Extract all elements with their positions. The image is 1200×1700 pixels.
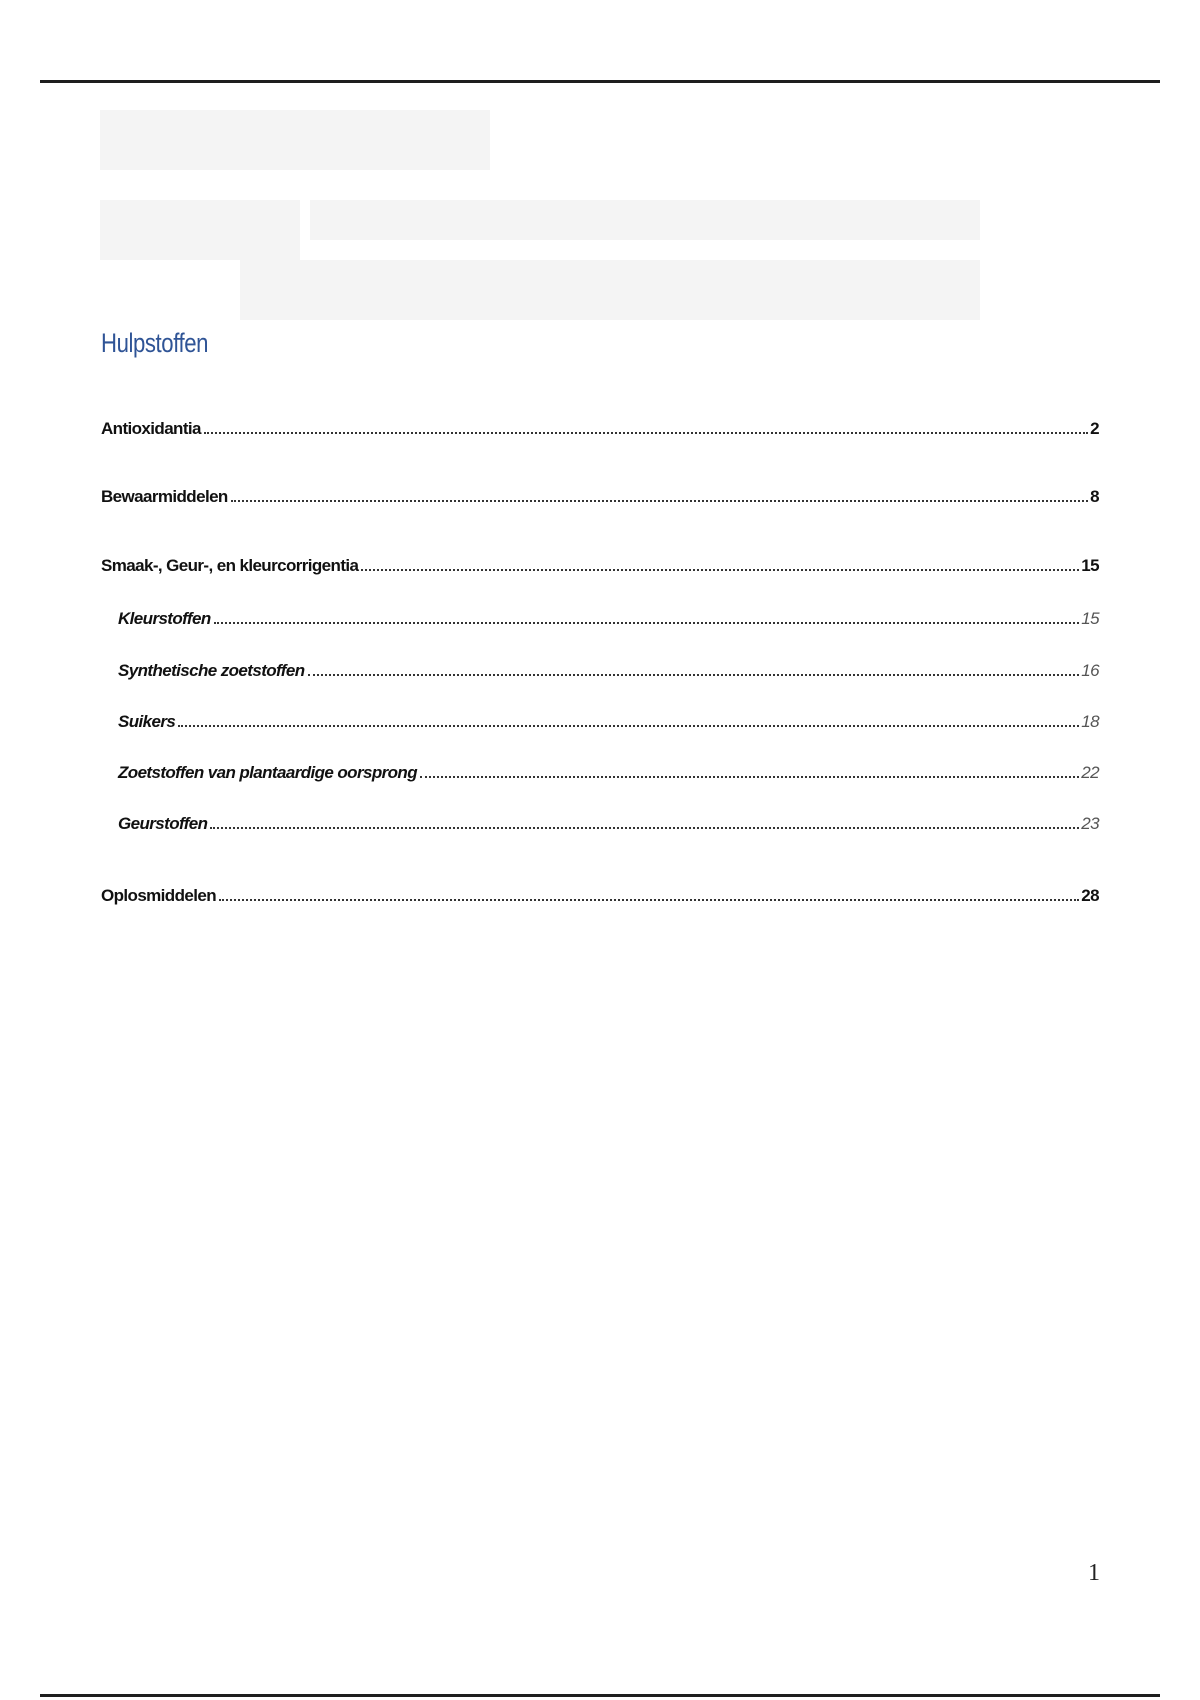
toc-entry-page: 18 bbox=[1081, 712, 1099, 731]
toc-entry-label: Zoetstoffen van plantaardige oorsprong bbox=[118, 763, 417, 782]
toc-entry-geurstoffen[interactable] bbox=[118, 813, 1099, 835]
toc-entry-zoetstoffen-plantaardige-oorsprong[interactable] bbox=[118, 762, 1099, 784]
dot-leader bbox=[308, 674, 1080, 676]
toc-entry-label: Oplosmiddelen bbox=[101, 886, 216, 905]
toc-entry-kleurstoffen[interactable] bbox=[118, 608, 1099, 630]
toc-entry-suikers[interactable] bbox=[118, 711, 1099, 733]
toc-entry-page: 28 bbox=[1081, 886, 1099, 905]
page-number: 1 bbox=[1088, 1560, 1100, 1586]
dot-leader bbox=[420, 776, 1079, 778]
toc-entry-page: 8 bbox=[1090, 487, 1099, 506]
toc-entry-label: Bewaarmiddelen bbox=[101, 487, 228, 506]
toc-entry-page: 23 bbox=[1081, 814, 1099, 833]
toc-entry-page: 2 bbox=[1090, 419, 1099, 438]
toc-entry-page: 15 bbox=[1081, 609, 1099, 628]
dot-leader bbox=[231, 500, 1088, 502]
toc-entry-antioxidantia[interactable] bbox=[101, 418, 1099, 440]
toc-entry-page: 15 bbox=[1081, 556, 1099, 575]
dot-leader bbox=[204, 432, 1088, 434]
dot-leader bbox=[214, 622, 1080, 624]
dot-leader bbox=[210, 827, 1079, 829]
toc-entry-label: Smaak-, Geur-, en kleurcorrigentia bbox=[101, 556, 359, 575]
dot-leader bbox=[178, 725, 1079, 727]
footer-rule bbox=[40, 1694, 1160, 1697]
toc-entry-label: Kleurstoffen bbox=[118, 609, 211, 628]
toc-entry-smaak-geur-kleurcorrigentia[interactable] bbox=[101, 555, 1099, 577]
toc-entry-bewaarmiddelen[interactable] bbox=[101, 486, 1099, 508]
toc-entry-oplosmiddelen[interactable] bbox=[101, 885, 1099, 907]
toc-entry-page: 22 bbox=[1081, 763, 1099, 782]
dot-leader bbox=[361, 569, 1079, 571]
toc-entry-label: Suikers bbox=[118, 712, 176, 731]
toc-entry-synthetische-zoetstoffen[interactable] bbox=[118, 660, 1099, 682]
toc-entry-label: Synthetische zoetstoffen bbox=[118, 661, 305, 680]
toc-entry-label: Geurstoffen bbox=[118, 814, 208, 833]
header-rule bbox=[40, 80, 1160, 83]
toc-title: Hulpstoffen bbox=[101, 328, 209, 358]
toc-entry-label: Antioxidantia bbox=[101, 419, 201, 438]
dot-leader bbox=[219, 899, 1079, 901]
toc-entry-page: 16 bbox=[1081, 661, 1099, 680]
